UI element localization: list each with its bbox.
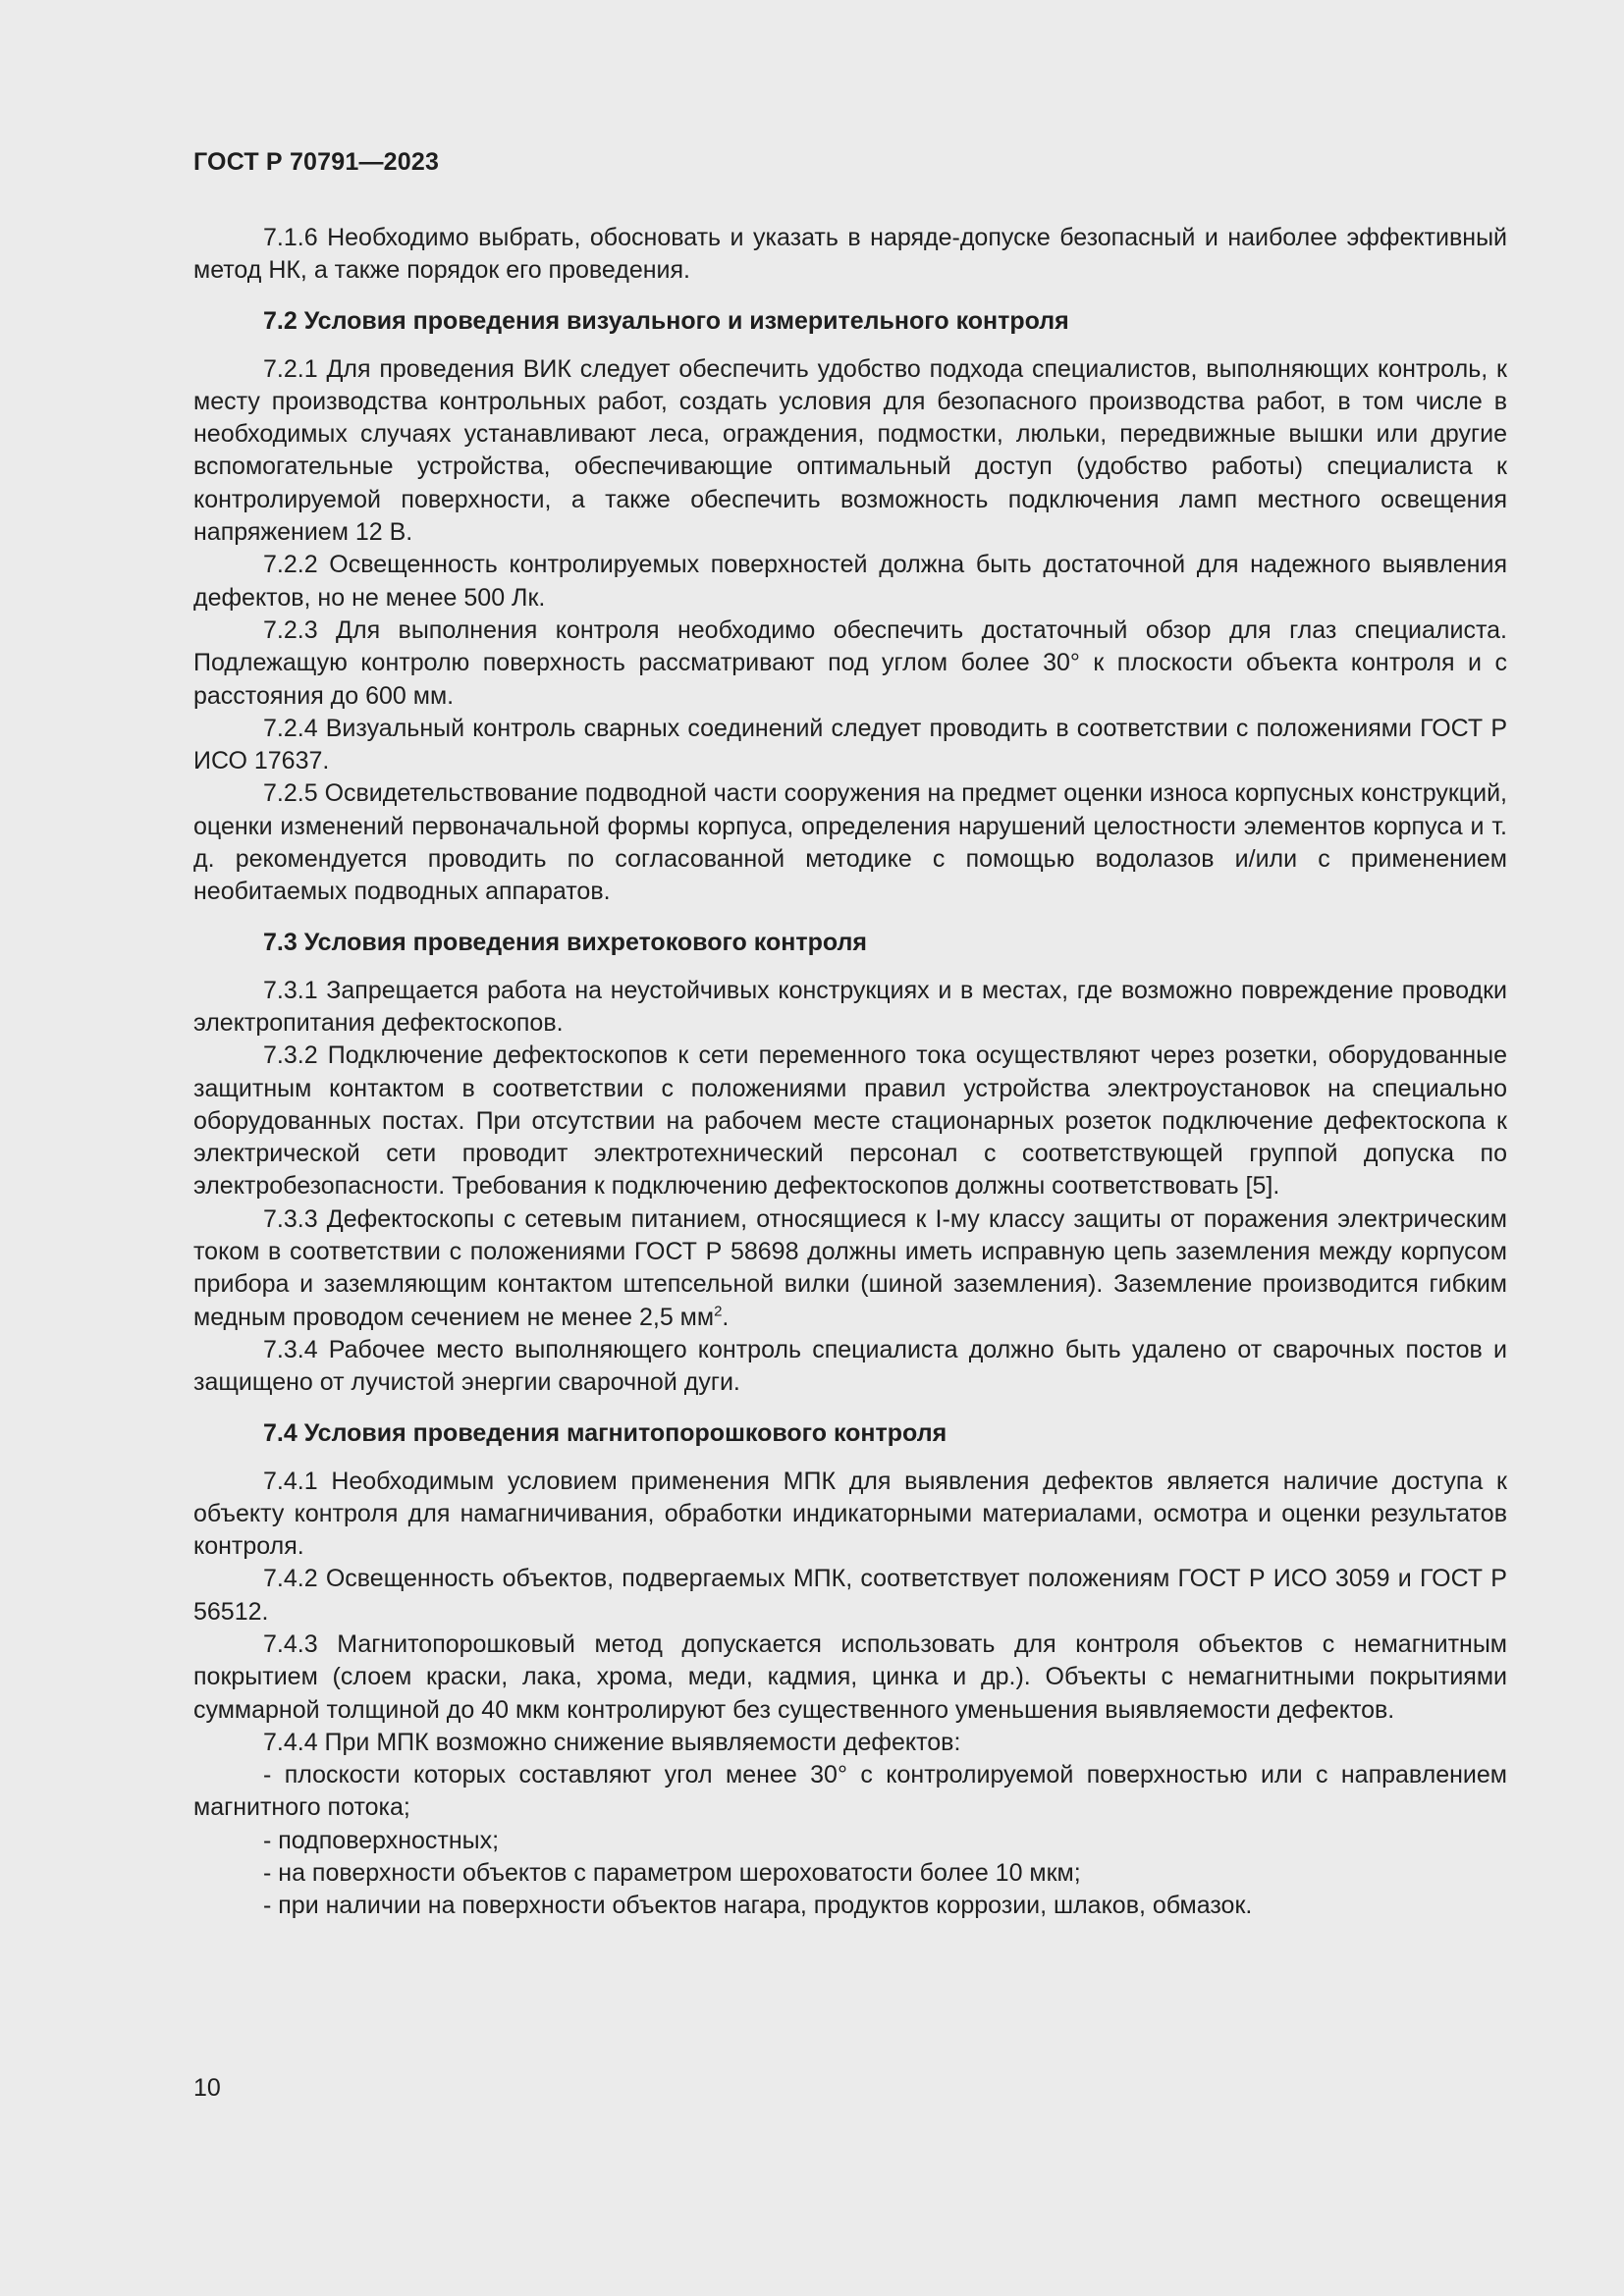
paragraph-7-4-4: 7.4.4 При МПК возможно снижение выявляемости дефектов:	[263, 1728, 961, 1756]
paragraph-7-3-3-text: 7.3.3 Дефектоскопы с сетевым питанием, относящиеся к I-му классу защиты от поражения электрическим током в соответствии с положениями ГОСТ Р 58698 должны иметь исправную цепь заземления между корпусом прибора и заземляющим контактом штепсельной вилки (шиной заземления). Заземление производится гибким медным проводом сечением не менее 2,5 мм	[193, 1204, 1507, 1331]
page-number: 10	[193, 2074, 221, 2102]
heading-7-2: 7.2 Условия проведения визуального и измерительного контроля	[263, 306, 1069, 335]
paragraph-7-4-3: 7.4.3 Магнитопорошковый метод допускается использовать для контроля объектов с немагнитным покрытием (слоем краски, лака, хрома, меди, кадмия, цинка и др.). Объекты с немагнитными покрытиями суммарной толщиной до 40 мкм контролируют без существенного уменьшения выявляемости дефектов.	[193, 1629, 1507, 1724]
paragraph-7-4-2: 7.4.2 Освещенность объектов, подвергаемых МПК, соответствует положениям ГОСТ Р ИСО 3059 и ГОСТ Р 56512.	[193, 1565, 1507, 1626]
paragraph-7-1-6: 7.1.6 Необходимо выбрать, обосновать и указать в наряде-допуске безопасный и наиболее эффективный метод НК, а также порядок его проведения.	[193, 224, 1507, 285]
paragraph-7-2-5: 7.2.5 Освидетельствование подводной части сооружения на предмет оценки износа корпусных конструкций, оценки изменений первоначальной формы корпуса, определения нарушений целостности элементов корпуса и т. д. рекомендуется проводить по согласованной методике с помощью водолазов и/или с применением необитаемых подводных аппаратов.	[193, 779, 1507, 906]
paragraph-7-2-3: 7.2.3 Для выполнения контроля необходимо обеспечить достаточный обзор для глаз специалиста. Подлежащую контролю поверхность рассматривают под углом более 30° к плоскости объекта контроля и с расстояния до 600 мм.	[193, 615, 1507, 710]
document-body	[193, 222, 1507, 1923]
document-code-header: ГОСТ Р 70791—2023	[193, 148, 440, 176]
list-item: - при наличии на поверхности объектов нагара, продуктов коррозии, шлаков, обмазок.	[263, 1892, 1253, 1920]
heading-7-3: 7.3 Условия проведения вихретокового контроля	[263, 928, 867, 956]
heading-7-4: 7.4 Условия проведения магнитопорошкового контроля	[263, 1418, 947, 1447]
paragraph-7-3-2: 7.3.2 Подключение дефектоскопов к сети переменного тока осуществляют через розетки, оборудованные защитным контактом в соответствии с положениями правил устройства электроустановок на специально оборудованных постах. При отсутствии на рабочем месте стационарных розеток подключение дефектоскопа к электрической сети проводит электротехнический персонал с соответствующей группой допуска по электробезопасности. Требования к подключению дефектоскопов должны соответствовать [5].	[193, 1041, 1507, 1201]
paragraph-7-3-1: 7.3.1 Запрещается работа на неустойчивых конструкциях и в местах, где возможно повреждение проводки электропитания дефектоскопов.	[193, 976, 1507, 1037]
paragraph-7-3-4: 7.3.4 Рабочее место выполняющего контроль специалиста должно быть удалено от сварочных постов и защищено от лучистой энергии сварочной дуги.	[193, 1335, 1507, 1397]
list-item: - подповерхностных;	[263, 1826, 500, 1854]
paragraph-7-2-2: 7.2.2 Освещенность контролируемых поверхностей должна быть достаточной для надежного выявления дефектов, но не менее 500 Лк.	[193, 551, 1507, 612]
list-item: - на поверхности объектов с параметром шероховатости более 10 мкм;	[263, 1859, 1081, 1888]
paragraph-7-2-4: 7.2.4 Визуальный контроль сварных соединений следует проводить в соответствии с положениями ГОСТ Р ИСО 17637.	[193, 714, 1507, 775]
paragraph-7-4-1: 7.4.1 Необходимым условием применения МПК для выявления дефектов является наличие доступа к объекту контроля для намагничивания, обработки индикаторными материалами, осмотра и оценки результатов контроля.	[193, 1467, 1507, 1561]
paragraph-7-2-1: 7.2.1 Для проведения ВИК следует обеспечить удобство подхода специалистов, выполняющих контроль, к месту производства контрольных работ, создать условия для безопасного производства работ, в том числе в необходимых случаях устанавливают леса, ограждения, подмостки, люльки, передвижные вышки или другие вспомогательные устройства, обеспечивающие оптимальный доступ (удобство работы) специалиста к контролируемой поверхности, а также обеспечить возможность подключения ламп местного освещения напряжением 12 В.	[193, 354, 1507, 547]
paragraph-7-3-3-tail: .	[722, 1303, 730, 1331]
paragraph-7-3-3	[193, 1203, 1507, 1334]
superscript-squared: 2	[714, 1303, 723, 1320]
list-item: - плоскости которых составляют угол менее 30° с контролируемой поверхностью или с направлением магнитного потока;	[193, 1761, 1507, 1822]
